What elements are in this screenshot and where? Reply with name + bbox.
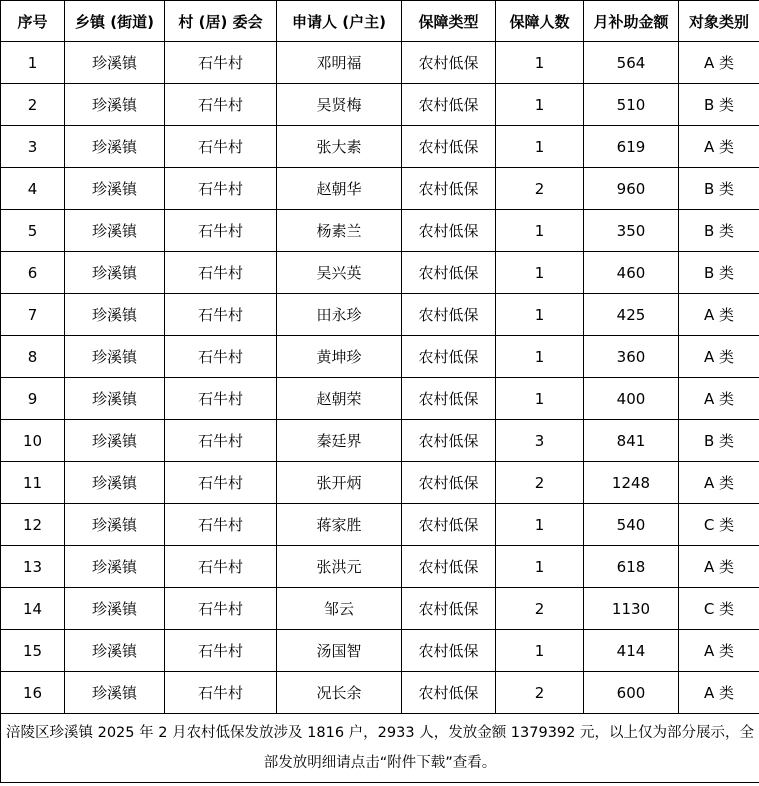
- cell-count: 1: [496, 84, 584, 126]
- cell-count: 1: [496, 210, 584, 252]
- table-row: [1, 630, 759, 672]
- cell-village: 石牛村: [165, 126, 277, 168]
- cell-index: 6: [1, 252, 65, 294]
- cell-type: 农村低保: [402, 84, 496, 126]
- cell-applicant: 吴兴英: [277, 252, 402, 294]
- cell-village: 石牛村: [165, 672, 277, 714]
- cell-amount: 540: [584, 504, 679, 546]
- cell-applicant: 况长余: [277, 672, 402, 714]
- cell-town: 珍溪镇: [65, 588, 165, 630]
- cell-applicant: 黄坤珍: [277, 336, 402, 378]
- cell-amount: 350: [584, 210, 679, 252]
- table-row: [1, 126, 759, 168]
- cell-town: 珍溪镇: [65, 84, 165, 126]
- cell-count: 2: [496, 588, 584, 630]
- cell-index: 12: [1, 504, 65, 546]
- cell-category: B 类: [679, 252, 759, 294]
- cell-village: 石牛村: [165, 588, 277, 630]
- cell-village: 石牛村: [165, 462, 277, 504]
- header-town: 乡镇 (街道): [65, 1, 165, 42]
- header-applicant: 申请人 (户主): [277, 1, 402, 42]
- cell-town: 珍溪镇: [65, 420, 165, 462]
- cell-applicant: 邓明福: [277, 42, 402, 84]
- cell-amount: 618: [584, 546, 679, 588]
- cell-count: 1: [496, 336, 584, 378]
- cell-village: 石牛村: [165, 336, 277, 378]
- cell-category: A 类: [679, 294, 759, 336]
- table-row: [1, 420, 759, 462]
- cell-town: 珍溪镇: [65, 336, 165, 378]
- cell-index: 9: [1, 378, 65, 420]
- cell-type: 农村低保: [402, 210, 496, 252]
- cell-index: 10: [1, 420, 65, 462]
- cell-type: 农村低保: [402, 252, 496, 294]
- header-count: 保障人数: [496, 1, 584, 42]
- cell-village: 石牛村: [165, 546, 277, 588]
- cell-town: 珍溪镇: [65, 462, 165, 504]
- cell-type: 农村低保: [402, 630, 496, 672]
- cell-village: 石牛村: [165, 504, 277, 546]
- cell-applicant: 汤国智: [277, 630, 402, 672]
- cell-count: 1: [496, 378, 584, 420]
- cell-town: 珍溪镇: [65, 378, 165, 420]
- cell-category: A 类: [679, 630, 759, 672]
- cell-amount: 841: [584, 420, 679, 462]
- cell-category: B 类: [679, 420, 759, 462]
- cell-index: 15: [1, 630, 65, 672]
- cell-amount: 564: [584, 42, 679, 84]
- cell-amount: 510: [584, 84, 679, 126]
- cell-town: 珍溪镇: [65, 504, 165, 546]
- cell-category: B 类: [679, 84, 759, 126]
- cell-type: 农村低保: [402, 672, 496, 714]
- cell-applicant: 蒋家胜: [277, 504, 402, 546]
- cell-village: 石牛村: [165, 294, 277, 336]
- cell-count: 1: [496, 630, 584, 672]
- cell-village: 石牛村: [165, 630, 277, 672]
- cell-village: 石牛村: [165, 84, 277, 126]
- cell-count: 1: [496, 42, 584, 84]
- cell-count: 2: [496, 672, 584, 714]
- cell-index: 7: [1, 294, 65, 336]
- header-village: 村 (居) 委会: [165, 1, 277, 42]
- cell-town: 珍溪镇: [65, 126, 165, 168]
- cell-town: 珍溪镇: [65, 294, 165, 336]
- table-row: [1, 672, 759, 714]
- table-row: [1, 294, 759, 336]
- table-row: [1, 462, 759, 504]
- cell-amount: 1248: [584, 462, 679, 504]
- table-row: [1, 504, 759, 546]
- table-row: [1, 210, 759, 252]
- header-type: 保障类型: [402, 1, 496, 42]
- cell-count: 2: [496, 168, 584, 210]
- cell-type: 农村低保: [402, 126, 496, 168]
- table-row: [1, 546, 759, 588]
- cell-town: 珍溪镇: [65, 630, 165, 672]
- cell-type: 农村低保: [402, 588, 496, 630]
- cell-category: A 类: [679, 546, 759, 588]
- cell-type: 农村低保: [402, 420, 496, 462]
- cell-village: 石牛村: [165, 252, 277, 294]
- table-row: [1, 336, 759, 378]
- cell-village: 石牛村: [165, 168, 277, 210]
- cell-applicant: 张大素: [277, 126, 402, 168]
- footer-note: 涪陵区珍溪镇 2025 年 2 月农村低保发放涉及 1816 户，2933 人，发放金额 1379392 元，以上仅为部分展示，全部发放明细请点击“附件下载”查看。: [6, 725, 754, 771]
- cell-town: 珍溪镇: [65, 252, 165, 294]
- cell-amount: 1130: [584, 588, 679, 630]
- cell-amount: 619: [584, 126, 679, 168]
- table-row: [1, 168, 759, 210]
- cell-count: 1: [496, 504, 584, 546]
- cell-applicant: 吴贤梅: [277, 84, 402, 126]
- cell-count: 1: [496, 252, 584, 294]
- cell-type: 农村低保: [402, 546, 496, 588]
- cell-applicant: 秦廷界: [277, 420, 402, 462]
- cell-category: B 类: [679, 168, 759, 210]
- cell-category: A 类: [679, 378, 759, 420]
- cell-count: 3: [496, 420, 584, 462]
- table-row: [1, 42, 759, 84]
- cell-count: 1: [496, 126, 584, 168]
- table-row: [1, 252, 759, 294]
- cell-category: A 类: [679, 126, 759, 168]
- cell-amount: 400: [584, 378, 679, 420]
- cell-index: 3: [1, 126, 65, 168]
- header-row: [1, 1, 759, 42]
- cell-index: 4: [1, 168, 65, 210]
- cell-count: 1: [496, 546, 584, 588]
- cell-category: B 类: [679, 210, 759, 252]
- cell-applicant: 张洪元: [277, 546, 402, 588]
- table-row: [1, 588, 759, 630]
- cell-index: 8: [1, 336, 65, 378]
- header-index: 序号: [1, 1, 65, 42]
- table-row: [1, 84, 759, 126]
- footer-note-cell: [1, 714, 759, 783]
- header-amount: 月补助金额: [584, 1, 679, 42]
- cell-applicant: 邹云: [277, 588, 402, 630]
- table-body: [1, 42, 759, 714]
- cell-type: 农村低保: [402, 378, 496, 420]
- cell-category: A 类: [679, 672, 759, 714]
- cell-index: 5: [1, 210, 65, 252]
- cell-type: 农村低保: [402, 168, 496, 210]
- cell-amount: 600: [584, 672, 679, 714]
- cell-type: 农村低保: [402, 462, 496, 504]
- cell-applicant: 张开炳: [277, 462, 402, 504]
- footer-row: [1, 714, 759, 783]
- cell-type: 农村低保: [402, 336, 496, 378]
- cell-index: 1: [1, 42, 65, 84]
- cell-index: 2: [1, 84, 65, 126]
- cell-type: 农村低保: [402, 504, 496, 546]
- cell-town: 珍溪镇: [65, 672, 165, 714]
- cell-count: 2: [496, 462, 584, 504]
- cell-amount: 960: [584, 168, 679, 210]
- cell-village: 石牛村: [165, 420, 277, 462]
- header-category: 对象类别: [679, 1, 759, 42]
- cell-category: A 类: [679, 336, 759, 378]
- cell-type: 农村低保: [402, 294, 496, 336]
- cell-amount: 425: [584, 294, 679, 336]
- cell-town: 珍溪镇: [65, 168, 165, 210]
- cell-village: 石牛村: [165, 378, 277, 420]
- cell-applicant: 杨素兰: [277, 210, 402, 252]
- cell-count: 1: [496, 294, 584, 336]
- cell-index: 13: [1, 546, 65, 588]
- cell-index: 11: [1, 462, 65, 504]
- cell-town: 珍溪镇: [65, 546, 165, 588]
- cell-type: 农村低保: [402, 42, 496, 84]
- cell-town: 珍溪镇: [65, 42, 165, 84]
- cell-category: C 类: [679, 504, 759, 546]
- cell-amount: 460: [584, 252, 679, 294]
- cell-category: A 类: [679, 462, 759, 504]
- cell-index: 16: [1, 672, 65, 714]
- cell-category: C 类: [679, 588, 759, 630]
- cell-applicant: 赵朝华: [277, 168, 402, 210]
- cell-applicant: 赵朝荣: [277, 378, 402, 420]
- cell-index: 14: [1, 588, 65, 630]
- cell-amount: 414: [584, 630, 679, 672]
- cell-town: 珍溪镇: [65, 210, 165, 252]
- table-row: [1, 378, 759, 420]
- cell-category: A 类: [679, 42, 759, 84]
- cell-amount: 360: [584, 336, 679, 378]
- cell-village: 石牛村: [165, 210, 277, 252]
- cell-village: 石牛村: [165, 42, 277, 84]
- cell-applicant: 田永珍: [277, 294, 402, 336]
